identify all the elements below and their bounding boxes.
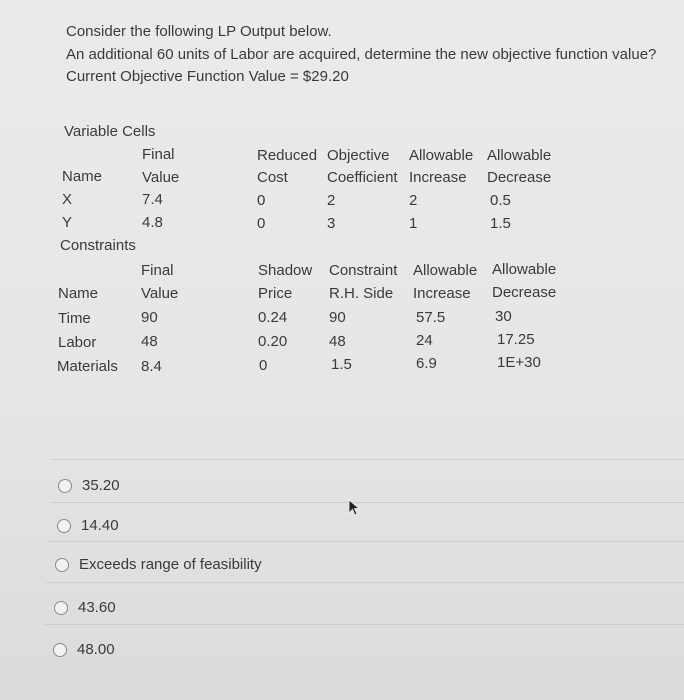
vc-cell: 1.5 [490,215,511,232]
c-cell: 48 [329,333,346,350]
c-header-name: Name [58,285,99,302]
mouse-cursor-icon [348,499,362,517]
question-line-3: Current Objective Function Value = $29.20 [66,68,349,85]
vc-cell: 0 [257,192,266,209]
question-line-1: Consider the following LP Output below. [66,23,332,40]
c-cell: Materials [57,358,118,375]
question-line-2: An additional 60 units of Labor are acquired, determine the new objective function value? [66,46,657,63]
vc-cell: 2 [327,192,336,209]
vc-cell: 0 [257,215,266,232]
vc-header-allowable-dec: Allowable [487,147,552,164]
vc-cell: X [62,191,73,208]
c-header-decrease: Decrease [492,284,557,301]
c-header-increase: Increase [413,285,471,302]
option-label: 14.40 [81,517,119,534]
option-48-00[interactable] [53,641,115,658]
vc-cell: 0.5 [490,192,511,209]
radio-circle-icon[interactable] [53,643,67,657]
vc-header-value: Value [142,169,180,186]
c-cell: 0.24 [258,309,288,326]
vc-cell: 1 [409,215,418,232]
c-cell: 57.5 [416,309,446,326]
radio-circle-icon[interactable] [58,479,72,493]
c-cell: Time [58,310,91,327]
vc-cell: 3 [327,215,336,232]
c-header-final: Final [141,262,174,279]
vc-cell: 7.4 [142,191,163,208]
c-cell: 90 [329,309,346,326]
c-cell: Labor [58,334,97,351]
vc-cell: 4.8 [142,214,163,231]
radio-circle-icon[interactable] [54,601,68,615]
c-header-allowable-dec: Allowable [492,261,557,278]
c-cell: 17.25 [497,331,535,348]
c-header-allowable-inc: Allowable [413,262,478,279]
c-header-value: Value [141,285,179,302]
c-cell: 24 [416,332,433,349]
vc-header-increase: Increase [409,169,467,186]
radio-circle-icon[interactable] [57,519,71,533]
c-cell: 1.5 [331,356,352,373]
c-cell: 48 [141,333,158,350]
vc-header-reduced: Reduced [257,147,318,164]
c-cell: 0 [259,357,268,374]
c-header-shadow: Shadow [258,262,313,279]
c-header-constraint: Constraint [329,262,398,279]
vc-cell: 2 [409,192,418,209]
divider [44,624,684,625]
option-label: 43.60 [78,599,116,616]
c-header-price: Price [258,285,293,302]
c-cell: 6.9 [416,355,437,372]
vc-header-cost: Cost [257,169,288,186]
constraints-title: Constraints [60,237,136,254]
vc-header-decrease: Decrease [487,169,552,186]
c-cell: 8.4 [141,358,162,375]
variable-cells-title: Variable Cells [64,123,156,140]
vc-header-allowable-inc: Allowable [409,147,474,164]
divider [48,541,684,542]
vc-header-final: Final [142,146,175,163]
option-label: 35.20 [82,477,120,494]
option-14-40[interactable] [57,517,119,534]
c-cell: 30 [495,308,512,325]
divider [50,459,684,460]
c-header-rhs: R.H. Side [329,285,394,302]
c-cell: 90 [141,309,158,326]
vc-header-coefficient: Coefficient [327,169,398,186]
option-35-20[interactable] [58,477,120,494]
option-label: 48.00 [77,641,115,658]
divider [46,582,684,583]
option-label: Exceeds range of feasibility [79,556,262,573]
c-cell: 0.20 [258,333,288,350]
option-exceeds-range[interactable] [55,556,262,573]
vc-header-name: Name [62,168,103,185]
c-cell: 1E+30 [497,354,541,371]
option-43-60[interactable] [54,599,116,616]
radio-circle-icon[interactable] [55,558,69,572]
vc-cell: Y [62,214,73,231]
vc-header-objective: Objective [327,147,390,164]
divider [50,502,684,503]
